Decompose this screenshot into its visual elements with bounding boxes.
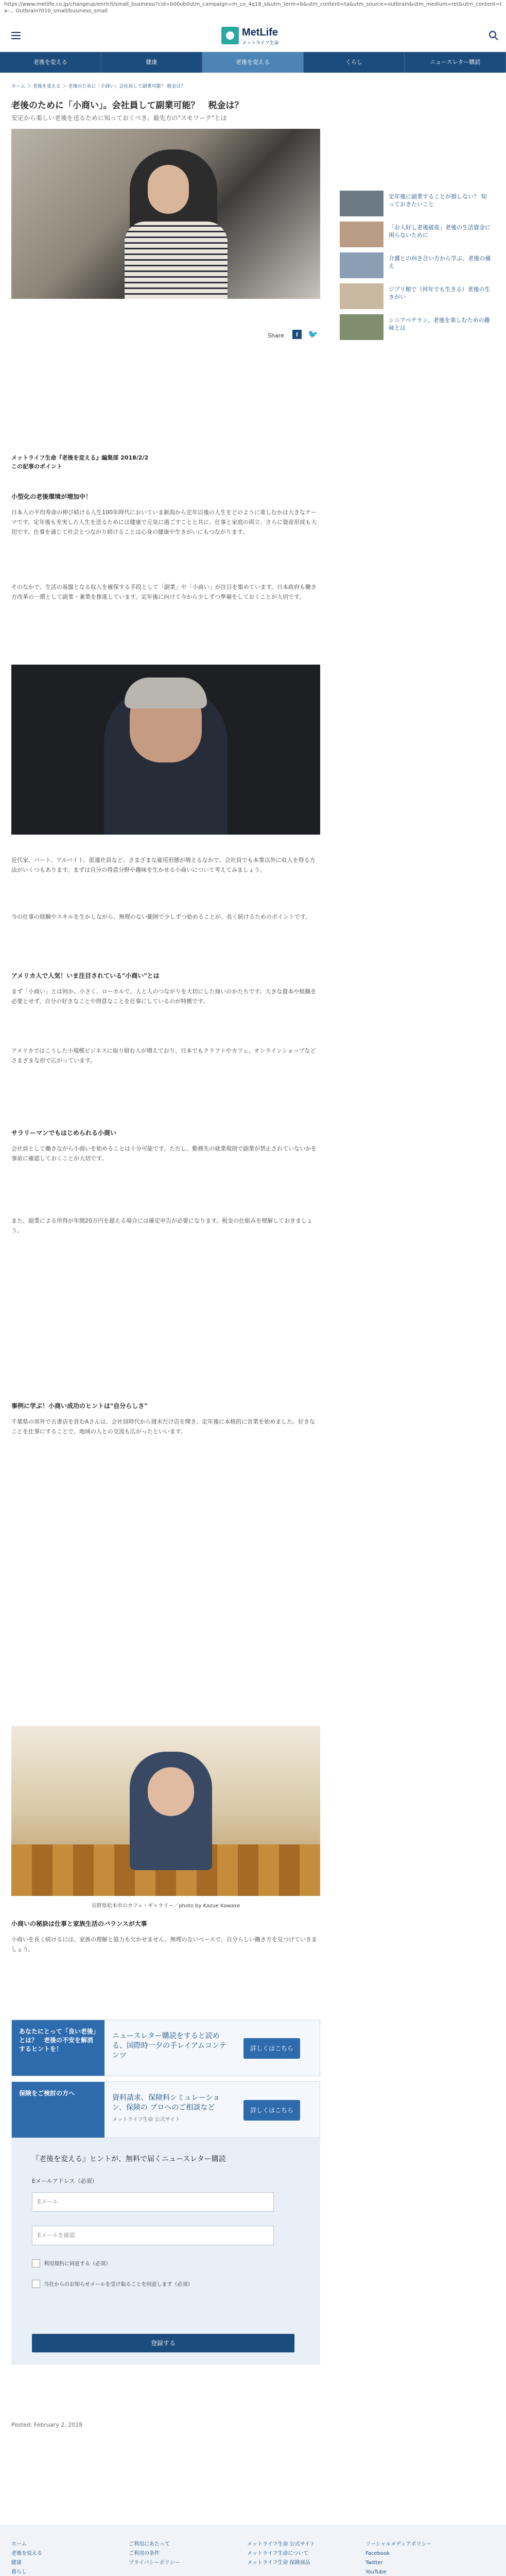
footer-column	[11, 2540, 57, 2576]
email-field[interactable]: Eメール	[32, 2192, 274, 2212]
terms-label: 利用規約に同意する（必須）	[44, 2261, 111, 2267]
interview-photo	[11, 665, 320, 835]
footer-link[interactable]: 健康	[11, 2560, 22, 2566]
notice-checkbox[interactable]	[32, 2280, 40, 2288]
paragraph: そのなかで、生活の基盤となる収入を確保する手段として「副業」や「小商い」が注目を集めています。日本政府も働き方改革の一環として副業・兼業を推進しています。定年後に向けて今から少しずつ準備をしておくことが大切です。	[11, 584, 317, 600]
sidebar-article[interactable]: 介護との向き合い方から学ぶ、老後の備え	[340, 252, 494, 281]
banner-left-text: あなたにとって「良い老後」とは？ 老後の不安を解消するヒントを！	[12, 2020, 104, 2076]
newsletter-form	[11, 2138, 320, 2365]
thumbnail	[340, 283, 383, 309]
section-heading: 小型化の老後環境が増加中！	[11, 493, 92, 500]
form-title: 『老後を変える』ヒントが、無料で届くニュースレター購読	[32, 2155, 226, 2163]
paragraph: 小商いを長く続けるには、家族の理解と協力も欠かせません。無理のないペースで、自分らしい働き方を見つけていきましょう。	[11, 1936, 317, 1953]
cafe-photo	[11, 1726, 320, 1896]
breadcrumb[interactable]: ホーム ＞ 老後を変える ＞ 老後のために「小商い」会社員して副業可能？ 税金は？	[11, 84, 186, 89]
thumbnail	[340, 191, 383, 216]
logo-sub: メットライフ生命	[242, 41, 279, 46]
paragraph: 今の仕事の経験やスキルを生かしながら、無理のない範囲で少しずつ始めることが、長く続けるためのポイントです。	[11, 913, 311, 920]
share-label: Share	[268, 332, 284, 339]
logo-name: MetLife	[242, 27, 278, 38]
main-nav	[0, 52, 506, 73]
footer-link[interactable]: メットライフ生命 公式サイト	[247, 2541, 315, 2547]
menu-icon[interactable]	[11, 32, 21, 39]
footer-link[interactable]: 暮らし	[11, 2569, 27, 2575]
footer-link[interactable]: YouTube	[365, 2569, 387, 2575]
sidebar-article[interactable]: シニアベテラン。老後を楽しむための趣味とは	[340, 314, 494, 343]
nav-item[interactable]: 健康	[101, 52, 203, 73]
sidebar-article[interactable]: 定年後に副業することが損しない？ 知っておきたいこと	[340, 191, 494, 219]
search-icon[interactable]	[489, 31, 496, 38]
paragraph: 千葉県の郊外で古書店を営むAさんは、会社員時代から週末だけ店を開き、定年後に本格的に営業を始めました。好きなことを仕事にすることで、地域の人との交流も広がったといいます。	[11, 1418, 316, 1435]
footer-column	[365, 2540, 432, 2576]
footer-link[interactable]: メットライフ生命について	[247, 2551, 309, 2556]
footer-link[interactable]: ソーシャルメディアポリシー	[365, 2541, 432, 2547]
footer-column	[129, 2540, 180, 2568]
nav-item[interactable]: 老後を変える	[202, 52, 304, 73]
page-title: 老後のために「小商い」。会社員して副業可能？ 税金は？	[11, 100, 243, 111]
nav-item[interactable]: ニュースレター購読	[405, 52, 506, 73]
page-subtitle: 安定から楽しい老後を送るために知っておくべき、最先方の"スモワーク"とは	[11, 114, 227, 122]
terms-checkbox[interactable]	[32, 2259, 40, 2267]
facebook-icon[interactable]: f	[292, 330, 302, 339]
metlife-logo[interactable]	[221, 26, 283, 45]
newsletter-banner[interactable]	[11, 2020, 320, 2076]
posted-date: Posted: February 2, 2018	[11, 2421, 83, 2428]
banner-text: ニュースレター購読をすると読める、国際時一夕の手レイアムコンテンツ	[112, 2032, 226, 2060]
email-confirm-field[interactable]: Eメールを確認	[32, 2226, 274, 2245]
footer-column	[247, 2540, 315, 2568]
nav-item[interactable]: くらし	[304, 52, 405, 73]
email-label: Eメールアドレス（必須）	[32, 2178, 98, 2184]
paragraph: アメリカではこうした小規模ビジネスに取り組む人が増えており、日本でもクラフトやカフェ、オンラインショップなどさまざまな形で広がっています。	[11, 1047, 316, 1064]
footer-link[interactable]: 老後を変える	[11, 2551, 42, 2556]
section-heading: アメリカ人で人気！いま注目されている"小商い"とは	[11, 972, 160, 979]
footer-link[interactable]: Facebook	[365, 2551, 390, 2556]
banner-button[interactable]: 詳しくはこちら	[243, 2100, 300, 2121]
banner-text: 資料請求、保険料シミュレーション、保険の プロへのご相談など メットライフ生命 公式サイト	[112, 2094, 220, 2123]
nav-item[interactable]: 老後を変える	[0, 52, 101, 73]
thumbnail	[340, 222, 383, 247]
footer-link[interactable]: ホーム	[11, 2541, 27, 2547]
thumbnail	[340, 314, 383, 340]
submit-button[interactable]: 登録する	[32, 2334, 294, 2352]
banner-button[interactable]: 詳しくはこちら	[243, 2038, 300, 2059]
paragraph: 近代家、パート、アルバイト、派遣社員など、さまざまな雇用形態が増えるなかで、会社員でも本業以外に収入を得る方法がいくつもあります。まずは自分の得意分野や趣味を生かせる小商いについて考えてみましょう。	[11, 857, 316, 873]
footer-link[interactable]: ご利用の条件	[129, 2551, 160, 2556]
paragraph: まず「小商い」とは何か。小さく、ローカルで、人と人のつながりを大切にした商いのかたちです。大きな資本や組織を必要とせず、自分の好きなことや得意なことを仕事にしているのが特徴です。	[11, 988, 317, 1005]
hero-image	[11, 129, 320, 299]
footer-link[interactable]: プライバシーポリシー	[129, 2560, 180, 2566]
paragraph: また、副業による所得が年間20万円を超える場合には確定申告が必要になります。税金の仕組みを理解しておきましょう。	[11, 1217, 313, 1234]
thumbnail	[340, 252, 383, 278]
banner-left-text: 保険をご検討の方へ	[12, 2082, 104, 2138]
url-text: https://www.metlife.co.jp/changeup/enrich/small_business/?cid=b00ob0utm_campaign=m_co_4q18_s&utm_term=b&utm_content=ta&utm_source=outbrain&utm_medium=ret&utm_content=ta-... Outbrain?010_small/business_small	[0, 0, 506, 21]
paragraph: 会社員として働きながら小商いを始めることは十分可能です。ただし、勤務先の就業規則で副業が禁止されていないかを事前に確認しておくことが大切です。	[11, 1145, 317, 1162]
paragraph: 日本人の平均寿命の伸び続ける人生100年時代においていま新潟から定年以後の人生をどのように楽しむかは大きなテーマです。定年後も充実した人生を送るためには健康で元気に過ごすことと共に、仕事と家庭の両立、さらに資産形成も大切です。仕事を通じて社会とつながり続けることは心身の健康や生きがいにもつながります。	[11, 509, 317, 535]
section-heading: サラリーマンでもはじめられる小商い	[11, 1129, 117, 1137]
footer-link[interactable]: メットライフ生命 保険商品	[247, 2560, 310, 2566]
article-lead: メットライフ生命『老後を変える』編集部 2018/2/2 この記事のポイント	[11, 454, 149, 470]
section-heading: 小商いの秘訣は仕事と家族生活のバランスが大事	[11, 1920, 147, 1927]
section-heading: 事例に学ぶ！小商い成功のヒントは"自分らしさ"	[11, 1402, 148, 1410]
sidebar-article[interactable]: 「お人好し老後破産」老後の生活資金に困らないために	[340, 222, 494, 250]
footer-link[interactable]: Twitter	[365, 2560, 383, 2566]
sidebar-article[interactable]: ジブリ館で（何年でも生きる）老後の生きがい	[340, 283, 494, 312]
twitter-icon[interactable]: 🐦	[308, 329, 318, 339]
logo-mark-icon	[221, 27, 239, 44]
insurance-banner[interactable]	[11, 2081, 320, 2138]
footer-link[interactable]: ご利用にあたって	[129, 2541, 170, 2547]
notice-label: 当社からのお知らせメールを受け取ることを同意します（必須）	[44, 2282, 193, 2287]
photo-caption: 長野県松本市のカフェ・ギャラリー／photo by Kazue Kawase	[91, 1903, 240, 1909]
